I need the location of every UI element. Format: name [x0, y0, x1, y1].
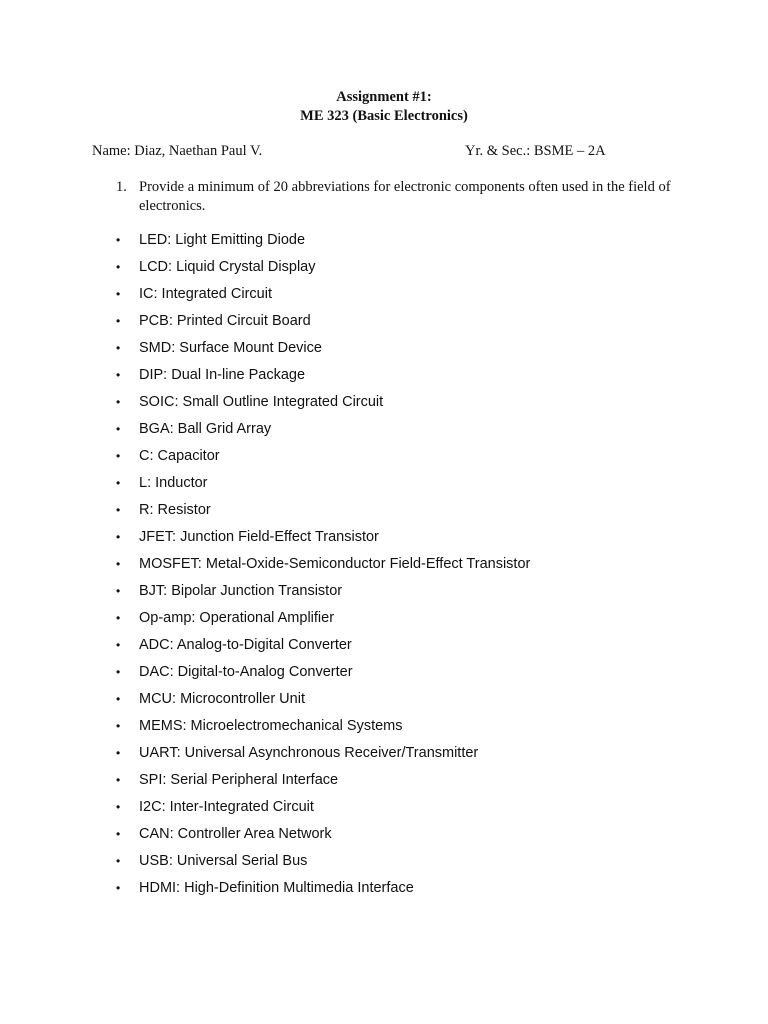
list-item — [116, 500, 716, 527]
list-item — [116, 473, 716, 500]
abbreviation-text: R: Resistor — [139, 502, 211, 518]
abbreviation-text: ADC: Analog-to-Digital Converter — [139, 637, 352, 653]
list-item — [116, 554, 716, 581]
abbreviation-text: BGA: Ball Grid Array — [139, 421, 272, 437]
bullet-icon: • — [116, 746, 121, 760]
bullet-icon: • — [116, 314, 121, 328]
bullet-icon: • — [116, 611, 121, 625]
list-item — [116, 527, 716, 554]
list-item — [116, 743, 716, 770]
list-item — [116, 689, 716, 716]
year-section: Yr. & Sec.: BSME – 2A — [465, 143, 606, 159]
abbreviation-text: USB: Universal Serial Bus — [139, 853, 308, 869]
bullet-icon: • — [116, 719, 121, 733]
list-item — [116, 851, 716, 878]
question-number: 1. — [116, 179, 127, 195]
abbreviation-text: PCB: Printed Circuit Board — [139, 313, 311, 329]
bullet-icon: • — [116, 881, 121, 895]
list-item — [116, 662, 716, 689]
bullet-icon: • — [116, 665, 121, 679]
list-item — [116, 824, 716, 851]
abbreviation-text: CAN: Controller Area Network — [139, 826, 332, 842]
question-text: Provide a minimum of 20 abbreviations for electronic components often used in the field of electronics. — [139, 179, 671, 214]
bullet-icon: • — [116, 638, 121, 652]
list-item — [116, 635, 716, 662]
list-item — [116, 797, 716, 824]
abbreviation-text: DAC: Digital-to-Analog Converter — [139, 664, 353, 680]
bullet-icon: • — [116, 341, 121, 355]
list-item — [116, 608, 716, 635]
list-item — [116, 284, 716, 311]
bullet-icon: • — [116, 584, 121, 598]
list-item — [116, 419, 716, 446]
list-item — [116, 878, 716, 905]
bullet-icon: • — [116, 827, 121, 841]
abbreviation-text: JFET: Junction Field-Effect Transistor — [139, 529, 379, 545]
abbreviation-text: UART: Universal Asynchronous Receiver/Transmitter — [139, 745, 479, 761]
list-item — [116, 446, 716, 473]
abbreviation-text: MEMS: Microelectromechanical Systems — [139, 718, 403, 734]
document-title — [0, 88, 768, 126]
bullet-icon: • — [116, 449, 121, 463]
list-item — [116, 770, 716, 797]
abbreviation-text: L: Inductor — [139, 475, 208, 491]
list-item — [116, 581, 716, 608]
list-item — [116, 257, 716, 284]
abbreviation-text: BJT: Bipolar Junction Transistor — [139, 583, 343, 599]
bullet-icon: • — [116, 773, 121, 787]
student-name: Name: Diaz, Naethan Paul V. — [92, 143, 263, 159]
bullet-icon: • — [116, 422, 121, 436]
student-info-row — [92, 142, 692, 161]
bullet-icon: • — [116, 800, 121, 814]
bullet-icon: • — [116, 854, 121, 868]
abbreviation-text: C: Capacitor — [139, 448, 220, 464]
course-title: ME 323 (Basic Electronics) — [300, 108, 468, 124]
bullet-icon: • — [116, 368, 121, 382]
bullet-icon: • — [116, 395, 121, 409]
abbreviation-text: HDMI: High-Definition Multimedia Interface — [139, 880, 414, 896]
list-item — [116, 392, 716, 419]
abbreviation-text: IC: Integrated Circuit — [139, 286, 272, 302]
bullet-icon: • — [116, 260, 121, 274]
abbreviation-list — [116, 230, 716, 905]
bullet-icon: • — [116, 503, 121, 517]
abbreviation-text: LCD: Liquid Crystal Display — [139, 259, 316, 275]
abbreviation-text: I2C: Inter-Integrated Circuit — [139, 799, 314, 815]
bullet-icon: • — [116, 557, 121, 571]
assignment-title: Assignment #1: — [336, 89, 432, 105]
bullet-icon: • — [116, 476, 121, 490]
bullet-icon: • — [116, 692, 121, 706]
abbreviation-text: LED: Light Emitting Diode — [139, 232, 306, 248]
abbreviation-text: SMD: Surface Mount Device — [139, 340, 322, 356]
abbreviation-text: MCU: Microcontroller Unit — [139, 691, 305, 707]
list-item — [116, 230, 716, 257]
abbreviation-text: DIP: Dual In-line Package — [139, 367, 306, 383]
list-item — [116, 365, 716, 392]
abbreviation-text: Op-amp: Operational Amplifier — [139, 610, 335, 626]
abbreviation-text: MOSFET: Metal-Oxide-Semiconductor Field-Effect Transistor — [139, 556, 531, 572]
list-item — [116, 311, 716, 338]
question-item — [116, 178, 676, 216]
list-item — [116, 338, 716, 365]
abbreviation-text: SOIC: Small Outline Integrated Circuit — [139, 394, 384, 410]
bullet-icon: • — [116, 287, 121, 301]
list-item — [116, 716, 716, 743]
bullet-icon: • — [116, 530, 121, 544]
abbreviation-text: SPI: Serial Peripheral Interface — [139, 772, 339, 788]
bullet-icon: • — [116, 233, 121, 247]
